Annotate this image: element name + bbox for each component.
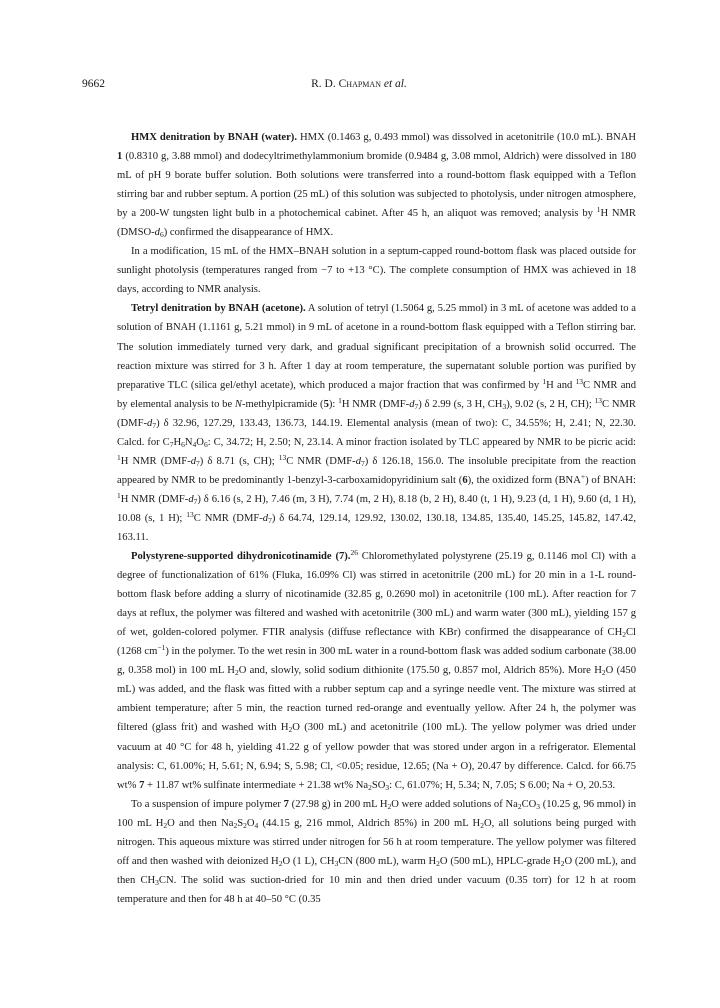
paragraph-text: A solution of tetryl (1.5064 g, 5.25 mmol) in 3 mL of acetone was added to a solution of BNAH (1.1161 g, 5.21 mmol) in 9 mL of acetone in a round-bottom flask equipped with a Teflon stirring bar. The solution immediately turned very dark, and gradual significant precipitation of a brownish solid occurred. The reaction mixture was stirred for 3 h. After 1 day at room temperature, the supernatant soluble portion was purified by preparative TLC (silica gel/ethyl acetate), which produced a major fraction that was confirmed by $^1$H and $^{13}$C NMR and by elemental analysis to be N-methylpicramide (5): $^1$H NMR $(DMF-d_7)$ δ 2.99 (s, 3 H, $CH_3$), 9.02 (s, 2 H, CH); $^{13}$C NMR $(DMF-d_7)$ δ 32.96, 127.29, 133.43, 136.73, 144.19. Elemental analysis (mean of two): C, 34.55%; H, 2.41; N, 22.30. Calcd. for $C_7H_6N_4O_6$: C, 34.72; H, 2.50; N, 23.14. A minor fraction isolated by TLC appeared by NMR to be picric acid: $^1$H NMR $(DMF-d_7)$ δ 8.71 (s, CH); $^{13}$C NMR $(DMF-d_7)$ δ 126.18, 156.0. The insoluble precipitate from the reaction appeared by NMR to be predominantly 1-benzyl-3-carboxamidopyridinium salt (6), the oxidized form (BNA+) of BNAH: $^1$H NMR $(DMF-d_7)$ δ 6.16 (s, 2 H), 7.46 (m, 3 H), 7.74 (m, 2 H), 8.18 (b, 2 H), 8.40 (t, 1 H), 9.23 (d, 1 H), 9.60 (d, 1 H), 10.08 (s, 1 H); $^{13}$C NMR $(DMF-d_7)$ δ 64.74, 129.14, 129.92, 130.02, 130.18, 134.85, 135.40, 145.25, 145.82, 147.42, 163.11. — [117, 303, 637, 543]
running-head-suffix: et al. — [380, 78, 407, 90]
paragraph-hmx-denitration — [117, 128, 636, 242]
paragraph-text: To a suspension of impure polymer 7 (27.98 g) in 200 mL $H_2O$ were added solutions of $Na_2CO_3$ (10.25 g, 96 mmol) in 100 mL $H_2O$ and then $Na_2S_2O_4$ (44.15 g, 216 mmol, Aldrich 85%) in 200 mL $H_2O$, all solutions being purged with nitrogen. This aqueous mixture was stirred under nitrogen for 56 h at room temperature. The yellow polymer was filtered off and then washed with deionized $H_2O$ (1 L), $CH_3CN$ (800 mL), warm $H_2O$ (500 mL), HPLC-grade $H_2O$ (200 mL), and then $CH_3CN$. The solid was suction-dried for 10 min and then dried under vacuum (0.35 torr) for 12 h at room temperature and then for 48 h at 40–50 °C (0.35 — [117, 798, 637, 905]
paragraph-hmx-modification — [117, 242, 636, 299]
section-heading: Polystyrene-supported dihydronicotinamide (7). — [131, 551, 351, 563]
paragraph-polystyrene-nicotinamide — [117, 547, 636, 795]
running-head-prefix: R. D. — [311, 78, 339, 90]
article-body — [117, 128, 636, 909]
running-head — [82, 76, 636, 92]
paragraph-polymer-suspension — [117, 795, 636, 909]
page-header — [82, 76, 636, 92]
section-heading: Tetryl denitration by BNAH (acetone). — [131, 303, 306, 315]
paragraph-text: HMX (0.1463 g, 0.493 mmol) was dissolved in acetonitrile (10.0 mL). BNAH 1 (0.8310 g, 3.88 mmol) and dodecyltrimethylammonium bromide (0.9484 g, 3.08 mmol, Aldrich) were dissolved in 180 mL of pH 9 borate buffer solution. Both solutions were transferred into a round-bottom flask equipped with a Teflon stirring bar and rubber septum. A portion (25 mL) of this solution was subjected to photolysis, under nitrogen atmosphere, by a 200-W tungsten light bulb in a photochemical cabinet. After 45 h, an aliquot was removed; analysis by $^1$H NMR $(DMSO-d_6)$ confirmed the disappearance of HMX. — [117, 132, 637, 240]
paragraph-text: In a modification, 15 mL of the HMX–BNAH solution in a septum-capped round-bottom flask was placed outside for sunlight photolysis (temperatures ranged from −7 to +13 °C). The complete consumption of HMX was achieved in 18 days, according to NMR analysis. — [117, 246, 636, 296]
paragraph-text: $^{26}$ Chloromethylated polystyrene (25.19 g, 0.1146 mol Cl) with a degree of functionalization of 61% (Fluka, 16.09% Cl) was stirred in acetonitrile (200 mL) for 20 min in a 1-L round-bottom flask before adding a slurry of nicotinamide (32.85 g, 0.2690 mol) in acetonitrile (100 mL). After reaction for 7 days at reflux, the polymer was filtered and washed with acetonitrile (300 mL) and warm water (300 mL), yielding 157 g of wet, golden-colored polymer. FTIR analysis (diffuse reflectance with KBr) confirmed the disappearance of $CH_2Cl$ (1268 $cm^{-1}$) in the polymer. To the wet resin in 300 mL water in a round-bottom flask was added sodium carbonate (38.00 g, 0.358 mol) in 100 mL $H_2O$ and, slowly, solid sodium dithionite (175.50 g, 0.857 mol, Aldrich 85%). More $H_2O$ (450 mL) was added, and the flask was fitted with a rubber septum cap and a syringe needle vent. The mixture was stirred at ambient temperature; after 5 min, the reaction turned red-orange and eventually yellow. After 24 h, the polymer was filtered (glass frit) and washed with $H_2O$ (300 mL) and acetonitrile (100 mL). The yellow polymer was dried under vacuum at 40 °C for 48 h, yielding 41.22 g of yellow powder that was stored under argon in a refrigerator. Elemental analysis: C, 61.00%; H, 5.61; N, 6.94; S, 5.98; Cl, <0.05; residue, 12.65; (Na + O), 20.47 by difference. Calcd. for 66.75 wt% 7 + 11.87 wt% sulfinate intermediate + 21.38 wt% $Na_2SO_3$: C, 61.07%; H, 5.34; N, 7.05; S 6.00; Na + O, 20.53. — [117, 548, 637, 792]
paragraph-tetryl-denitration — [117, 299, 636, 547]
section-heading: HMX denitration by BNAH (water). — [131, 132, 297, 143]
running-head-surname: Chapman — [338, 78, 381, 90]
page-number: 9662 — [82, 78, 105, 90]
